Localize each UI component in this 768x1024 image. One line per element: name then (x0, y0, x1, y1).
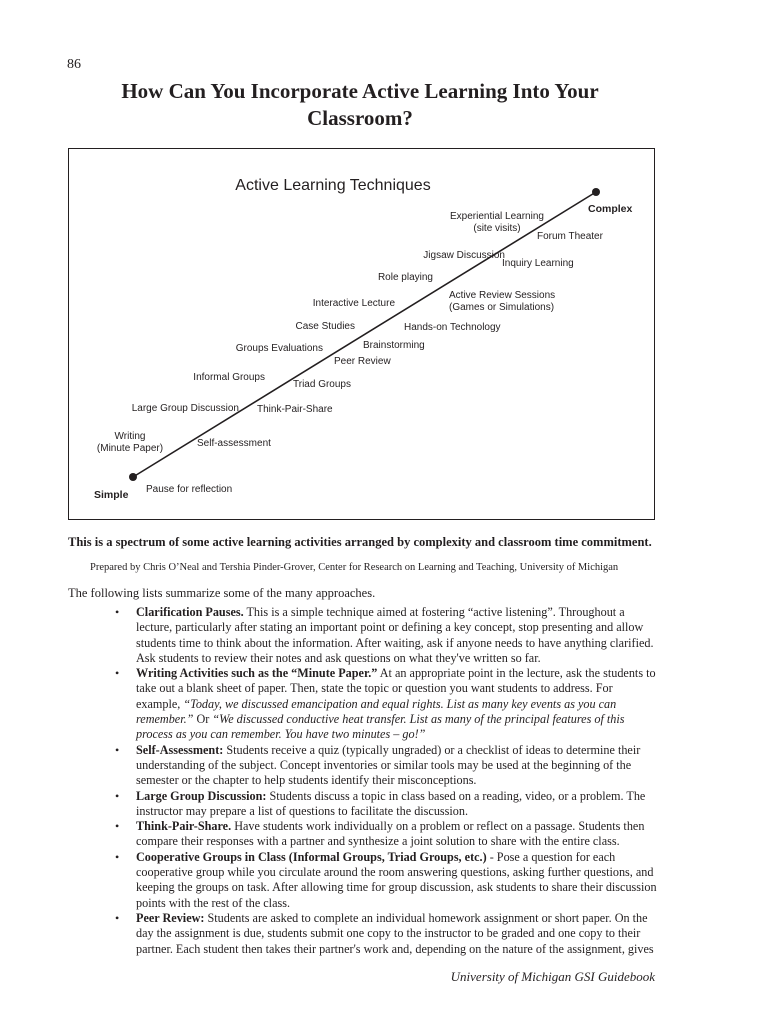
bullet-icon: • (115, 605, 120, 619)
list-item-text: - Pose a question for each cooperative group while you circulate around the room answering questions, asking further questions, and keeping the groups on task. After allowing time for group discussion, ask students to share their discussion points with the rest of the class. (136, 849, 657, 910)
list-item-term: Self-Assessment: (136, 742, 224, 757)
diagram-labels-right (146, 231, 604, 495)
technique-label-line: (Minute Paper) (96, 443, 164, 454)
simple-endpoint-dot (129, 473, 137, 481)
approaches-list (115, 605, 658, 957)
list-item-cooperative-groups (115, 849, 658, 911)
technique-label-line: Pause for reflection (146, 484, 233, 495)
technique-label-line: Groups Evaluations (235, 343, 323, 354)
technique-label-right (449, 290, 555, 313)
diagram-canvas (69, 149, 656, 521)
list-item-writing-activities (115, 666, 658, 742)
list-item-clarification-pauses (115, 605, 658, 666)
list-item-text: At an appropriate point in the lecture, ask the students to take out a blank sheet of paper. Then, state the topic or question you want students to address. For example, (136, 666, 656, 711)
list-item-text: This is a simple technique aimed at fostering “active listening”. Throughout a lecture, particularly after stating an important point or defining a key concept, stop presenting and allow students time to think about the information. After waiting, ask if anyone needs to have anything clarified. Ask students to review their notes and ask questions on what they've written so far. (136, 605, 654, 665)
technique-label-line: Informal Groups (193, 372, 265, 383)
page-title-line-1: How Can You Incorporate Active Learning Into Your (121, 79, 599, 103)
list-item-term: Writing Activities such as the “Minute Paper.” (136, 666, 378, 681)
complex-endpoint-dot (592, 188, 600, 196)
technique-label-left (296, 321, 355, 332)
list-item-quote: “Today, we discussed emancipation and equal rights. List as many key events as you can remember.” (136, 696, 617, 727)
active-learning-diagram (68, 148, 655, 520)
endpoint-complex-label: Complex (588, 203, 633, 215)
technique-label-left (313, 298, 396, 309)
technique-label-line: Large Group Discussion (131, 403, 239, 414)
technique-label-line: Active Review Sessions (449, 290, 556, 301)
technique-label-left (450, 211, 544, 234)
complexity-spectrum-line (133, 192, 596, 477)
list-item-text: Students are asked to complete an individual homework assignment or short paper. On the day the assignment is due, students submit one copy to the instructor to be graded and one copy to their partner. Each student then takes their partner's work and, depending on the nature of the assignment, gives (136, 910, 654, 956)
endpoint-simple-label: Simple (94, 489, 129, 501)
technique-label-right (197, 438, 271, 449)
technique-label-line: Forum Theater (537, 231, 603, 242)
technique-label-left (193, 372, 265, 383)
list-item-peer-review (115, 910, 658, 957)
bullet-icon: • (115, 742, 120, 757)
technique-label-line: Brainstorming (363, 340, 425, 351)
list-item-text: Students receive a quiz (typically ungraded) or a checklist of ideas to determine their understanding of the subject. Concept inventories or similar tools may be used at the beginning of the semester or the chapter to help students identify their misconceptions. (136, 742, 641, 788)
technique-label-line: Case Studies (295, 321, 355, 332)
technique-label-right (146, 484, 232, 495)
list-item-text: Students discuss a topic in class based on a reading, video, or a problem. The instructor may prepare a list of questions to facilitate the discussion. (136, 788, 646, 818)
list-item-quote: “We discussed conductive heat transfer. List as many of the principal features of this process as you can remember. You have two minutes – go!” (136, 712, 625, 742)
list-item-term: Think-Pair-Share. (136, 819, 232, 834)
list-item-large-group-discussion (115, 788, 658, 820)
technique-label-line: Jigsaw Discussion (423, 250, 505, 261)
technique-label-right (293, 379, 351, 390)
technique-label-line: Role playing (377, 272, 433, 283)
bullet-icon: • (115, 910, 120, 925)
technique-label-line: Writing (114, 431, 146, 442)
technique-label-right (334, 356, 391, 367)
technique-label-line: Think-Pair-Share (257, 404, 333, 415)
technique-label-line: Triad Groups (293, 379, 351, 390)
figure-caption: This is a spectrum of some active learning activities arranged by complexity and classroom time commitment. (68, 535, 652, 549)
technique-label-line: Interactive Lecture (312, 298, 395, 309)
list-item-text: Have students work individually on a problem or reflect on a passage. Students then compare their responses with a partner and synthesize a joint solution to share with the entire class. (136, 819, 645, 849)
technique-label-right (502, 258, 574, 269)
technique-label-right (404, 322, 501, 333)
intro-paragraph: The following lists summarize some of the many approaches. (68, 586, 376, 600)
diagram-title: Active Learning Techniques (235, 177, 431, 194)
technique-label-line: (Games or Simulations) (449, 302, 555, 313)
technique-label-line: (site visits) (473, 223, 521, 234)
technique-label-line: Self-assessment (197, 438, 271, 449)
technique-label-left (236, 343, 323, 354)
technique-label-line: Hands-on Technology (404, 322, 501, 333)
guidebook-footer: University of Michigan GSI Guidebook (450, 969, 655, 984)
technique-label-right (537, 231, 604, 242)
technique-label-left (423, 250, 505, 261)
list-item-term: Large Group Discussion: (136, 788, 267, 803)
technique-label-line: Peer Review (334, 356, 391, 367)
technique-label-left (132, 403, 239, 414)
technique-label-line: Inquiry Learning (502, 258, 574, 269)
figure-credit: Prepared by Chris O’Neal and Tershia Pinder-Grover, Center for Research on Learning and Teaching, University of Michigan (90, 562, 619, 573)
technique-label-left (378, 272, 433, 283)
technique-label-left (97, 431, 163, 454)
page-number: 86 (67, 57, 81, 72)
list-item-term: Peer Review: (136, 910, 205, 925)
bullet-icon: • (115, 666, 120, 681)
list-item-text: Or (193, 712, 213, 727)
list-item-term: Cooperative Groups in Class (Informal Groups, Triad Groups, etc.) (136, 849, 487, 864)
list-item-self-assessment (115, 742, 658, 789)
technique-label-right (363, 340, 425, 351)
bullet-icon: • (115, 819, 120, 834)
bullet-icon: • (115, 849, 120, 864)
page-title (90, 78, 630, 132)
list-item-term: Clarification Pauses. (136, 605, 244, 619)
technique-label-right (257, 404, 333, 415)
page-title-line-2: Classroom? (307, 106, 413, 130)
technique-label-line: Experiential Learning (450, 211, 544, 222)
bullet-icon: • (115, 788, 120, 803)
list-item-think-pair-share (115, 819, 658, 850)
